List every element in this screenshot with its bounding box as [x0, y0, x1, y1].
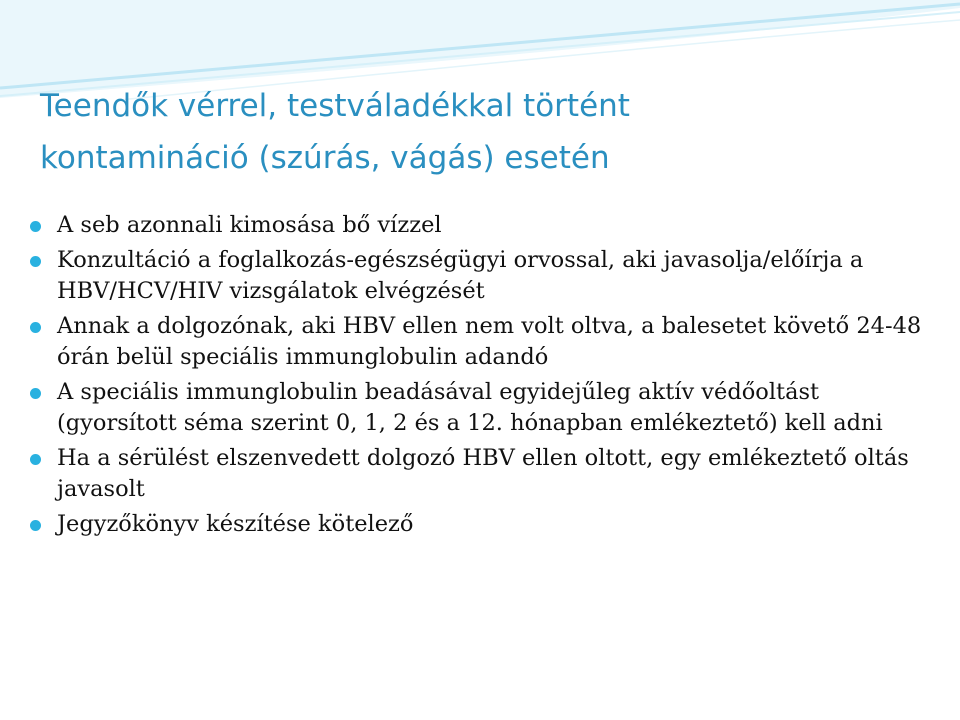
bullet-text: Annak a dolgozónak, aki HBV ellen nem volt oltva, a balesetet követő 24-48 órán belül speciális immunglobulin adandó — [57, 313, 922, 370]
bullet-dot-icon — [30, 454, 41, 465]
bullet-text: Jegyzőkönyv készítése kötelező — [57, 511, 414, 537]
bullet-dot-icon — [30, 388, 41, 399]
bullet-item — [30, 509, 940, 540]
bullet-text: Ha a sérülést elszenvedett dolgozó HBV ellen oltott, egy emlékeztető oltás javasolt — [57, 445, 909, 502]
bullet-dot-icon — [30, 256, 41, 267]
slide-title-line-1: Teendők vérrel, testváladékkal történt — [40, 88, 630, 124]
bullet-text: Konzultáció a foglalkozás-egészségügyi orvossal, aki javasolja/előírja a HBV/HCV/HIV vizsgálatok elvégzését — [57, 247, 864, 304]
bullet-item — [30, 245, 940, 307]
slide-title-line-2: kontamináció (szúrás, vágás) esetén — [40, 140, 610, 176]
bullet-dot-icon — [30, 322, 41, 333]
bullet-list — [30, 210, 940, 544]
slide-title — [40, 80, 920, 184]
bullet-dot-icon — [30, 520, 41, 531]
bullet-dot-icon — [30, 221, 41, 232]
bullet-text: A speciális immunglobulin beadásával egyidejűleg aktív védőoltást (gyorsított séma szerint 0, 1, 2 és a 12. hónapban emlékeztető) kell adni — [57, 379, 883, 436]
bullet-item — [30, 377, 940, 439]
bullet-text: A seb azonnali kimosása bő vízzel — [57, 212, 442, 238]
bullet-item — [30, 443, 940, 505]
bullet-item — [30, 210, 940, 241]
bullet-item — [30, 311, 940, 373]
